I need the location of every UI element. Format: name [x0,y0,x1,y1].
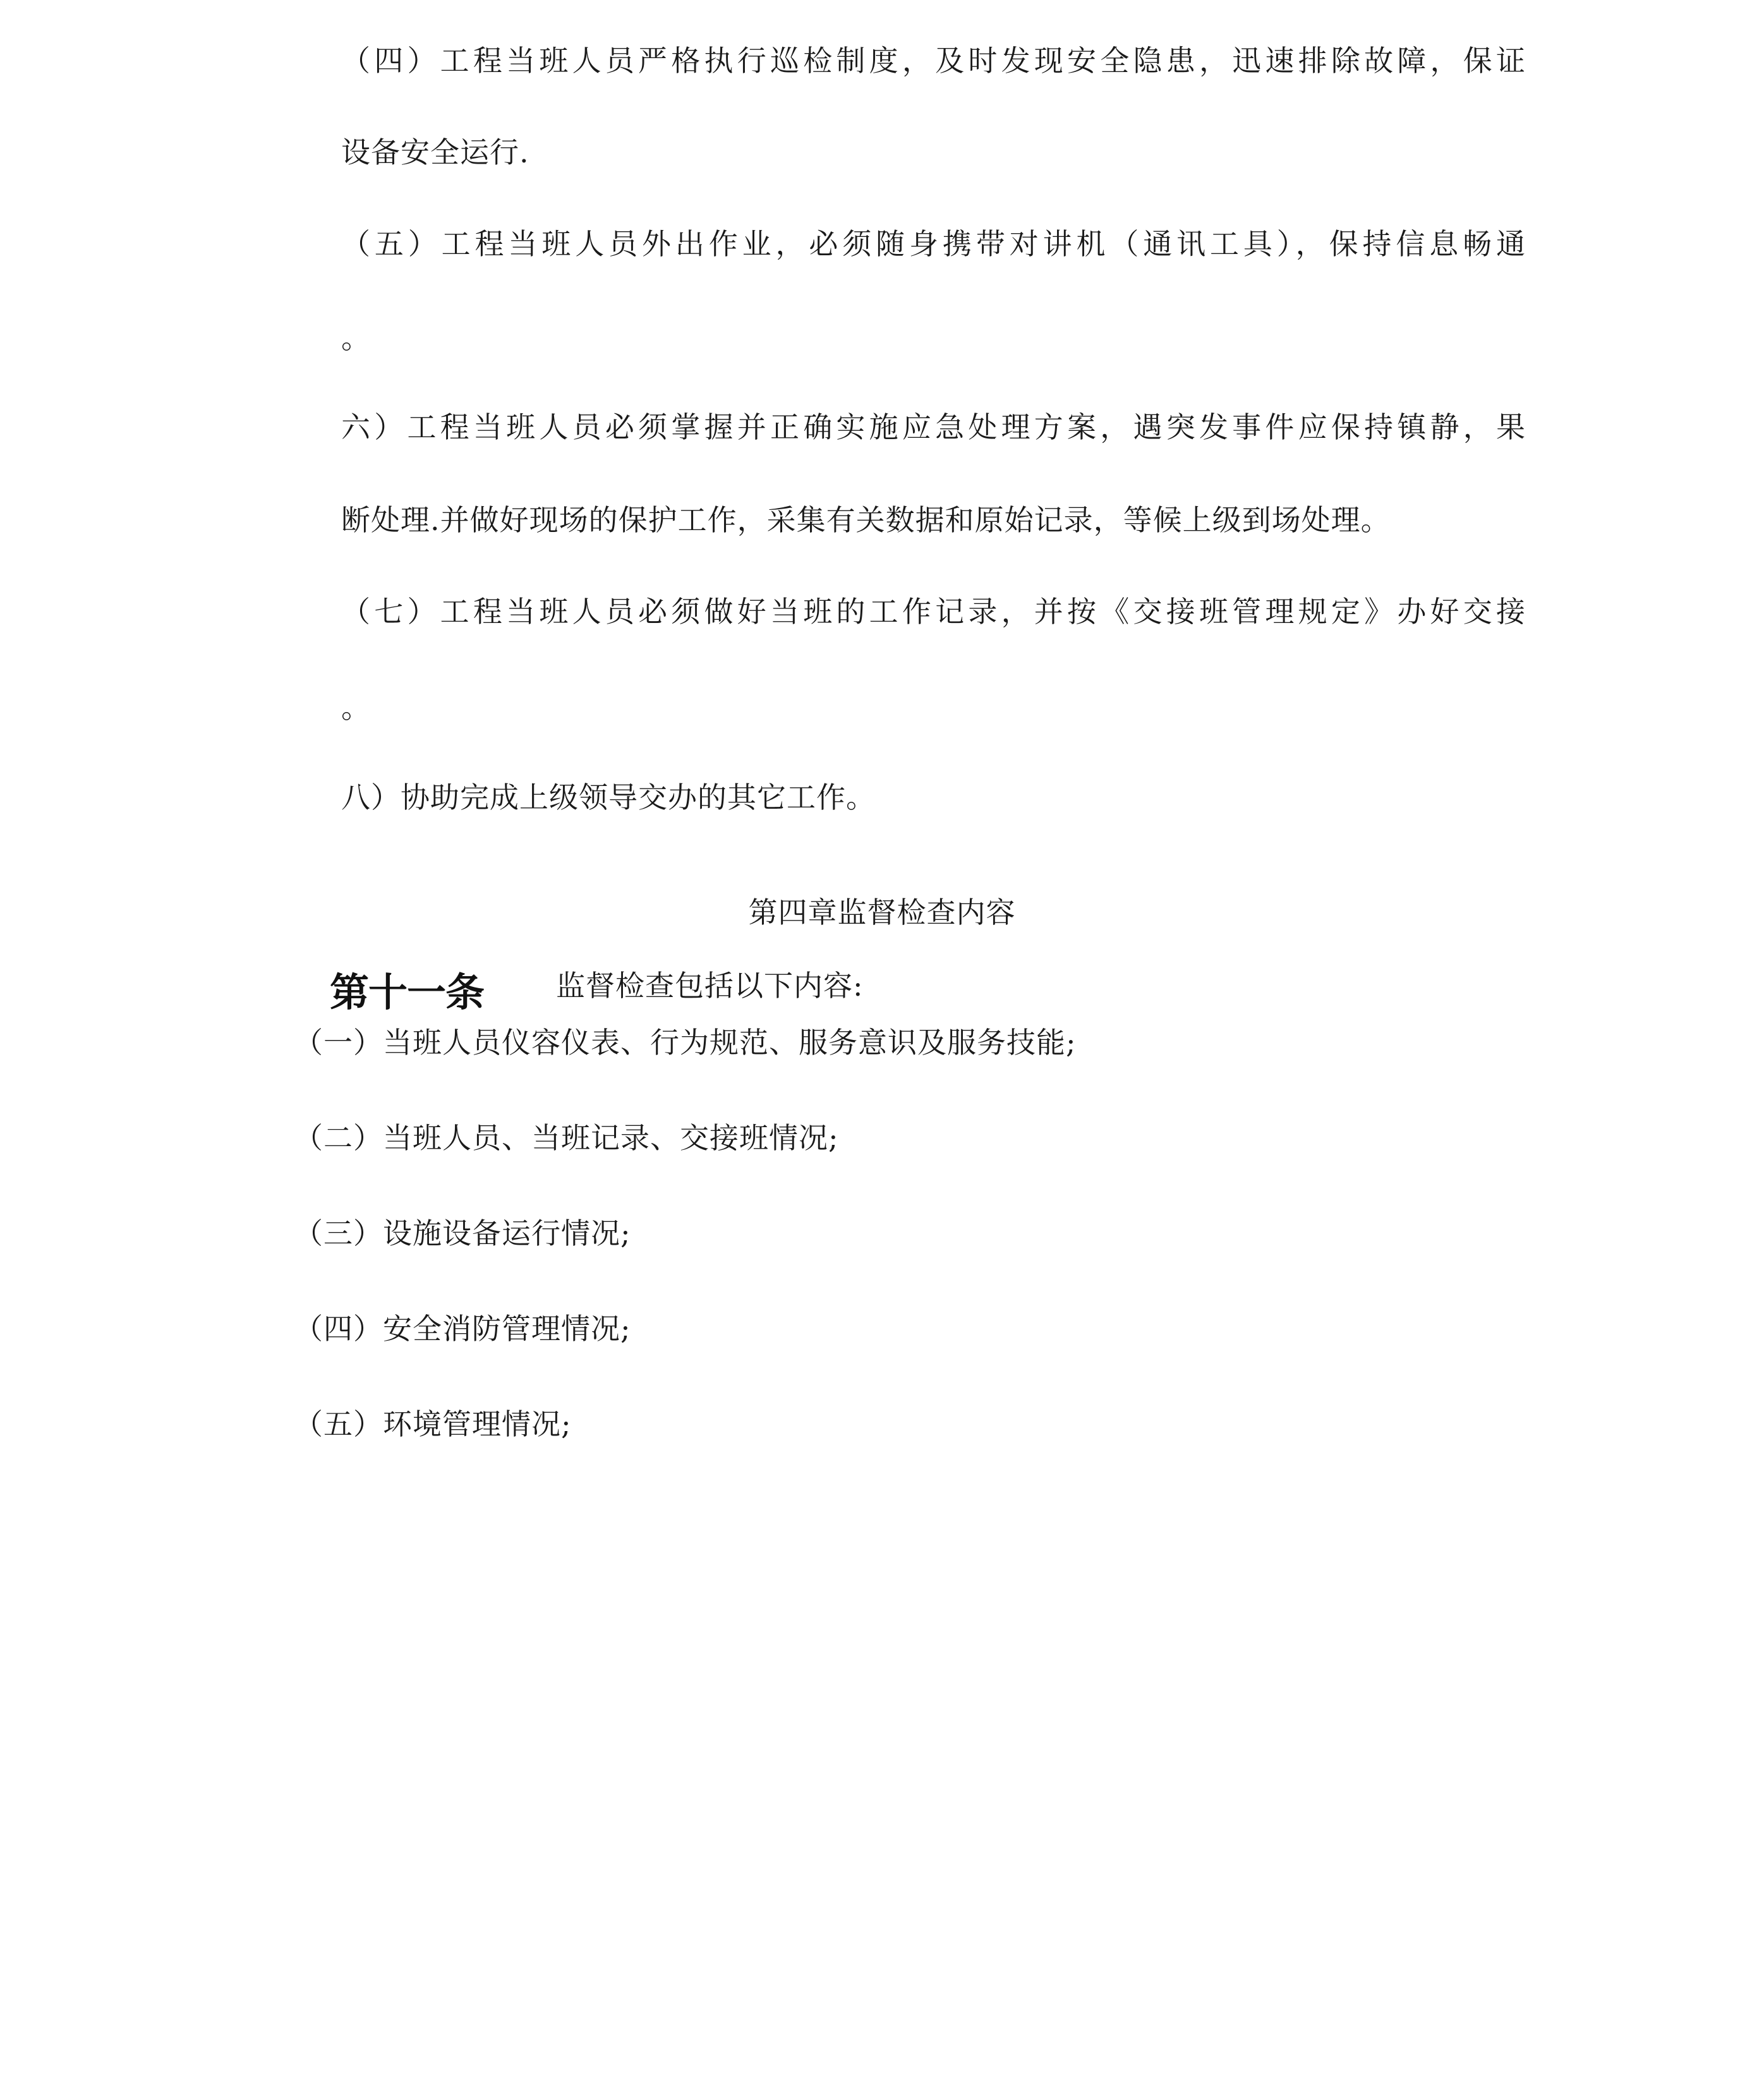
list-item: （四）安全消防管理情况; [294,1312,631,1346]
article-text: 监督检查包括以下内容: [556,969,864,1003]
paragraph-6-line-1: 六）工程当班人员必须掌握并正确实施应急处理方案，遇突发事件应保持镇静，果 [341,410,1526,444]
paragraph-8-line-1: 八）协助完成上级领导交办的其它工作。 [341,780,876,814]
chapter-title: 第四章监督检查内容 [748,895,1016,929]
paragraph-6-line-2: 断处理.并做好现场的保护工作，采集有关数据和原始记录，等候上级到场处理。 [341,503,1391,537]
paragraph-4-line-1: （四）工程当班人员严格执行巡检制度，及时发现安全隐患，迅速排除故障，保证 [341,44,1526,78]
list-item: （五）环境管理情况; [294,1407,572,1441]
paragraph-5-line-1: （五）工程当班人员外出作业，必须随身携带对讲机（通讯工具），保持信息畅通 [341,227,1526,261]
paragraph-4-line-2: 设备安全运行. [341,135,529,169]
paragraph-7-line-2: 。 [341,691,371,725]
list-item: （二）当班人员、当班记录、交接班情况; [294,1121,839,1155]
paragraph-5-line-2: 。 [341,321,371,355]
list-item: （三）设施设备运行情况; [294,1216,631,1250]
article-label: 第十一条 [330,969,485,1015]
paragraph-7-line-1: （七）工程当班人员必须做好当班的工作记录，并按《交接班管理规定》办好交接 [341,595,1526,629]
list-item: （一）当班人员仪容仪表、行为规范、服务意识及服务技能; [294,1025,1077,1060]
